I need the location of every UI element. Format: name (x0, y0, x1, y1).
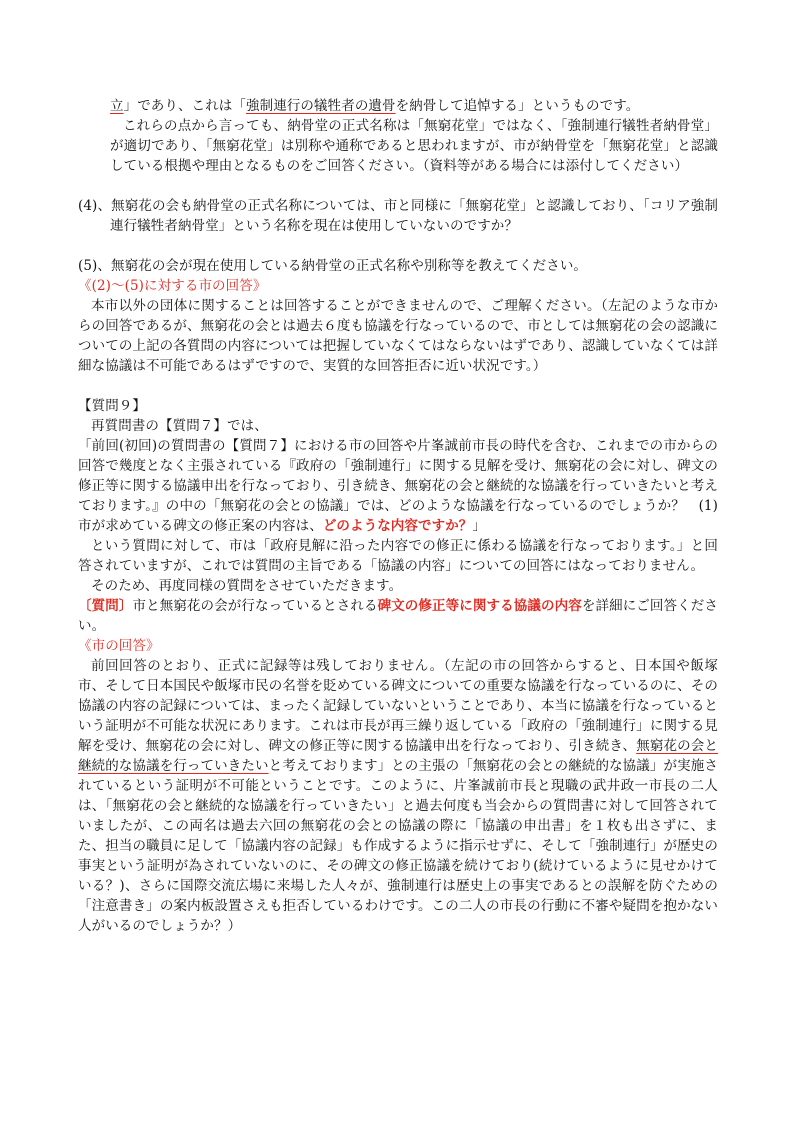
document-page (78, 96, 732, 936)
underlined-text: 立 (110, 98, 124, 114)
question-5: (5)、無窮花の会が現在使用している納骨堂の正式名称や別称等を教えてください。 (78, 258, 588, 274)
text-run: と考えております」との主張の「無窮花の会との継続的な協議」が実施されているという証明が不可能ということです。このように、片峯誠前市長と現職の武井政一市長の二人は、「無窮花の会と継続的な協議を行っていきたい」と過去何度も当会からの質問書に対して回答されていましたが、この両名は過去六回の無窮花の会との協議の際に「協議の申出書」を１枚も出さずに、また、担当の職員に足して「協議内容の記録」も作成するように指示せずに、そして「強制連行」が歴史の事実という証明が為されていないのに、その碑文の修正協議を続けており(続けているように見せかけている？)、さらに国際交流広場に来場した人々が、強制連行は歴史上の事実であるとの誤解を防ぐための「注意書き」の案内板設置さえも拒否しているわけです。この二人の市長の行動に不審や疑問を抱かない人がいるのでしょうか？） (78, 758, 718, 934)
question-9-response: という質問に対して、市は「政府見解に沿った内容での修正に係わる協議を行なっております。」と回答されていますが、これでは質問の主旨である「協議の内容」についての回答にはなっておりません。 (78, 538, 718, 574)
question-9-again: そのため、再度同様の質問をさせていただきます。 (91, 578, 403, 594)
underlined-text: 強制連行の犠牲者の遺骨 (246, 98, 396, 114)
answer-body-9 (78, 656, 718, 936)
text-run: を詳細にご回答ください。 (78, 598, 718, 634)
question-9-intro: 再質問書の【質問７】では、 (91, 418, 268, 434)
text-run: 市と無窮花の会が行なっているとされる (132, 598, 378, 614)
text-run: 「前回(初回)の質問書の【質問７】における市の回答や片峯誠前市長の時代を含む、これまでの市からの回答で幾度となく主張されている『政府の「強制連行」に関する見解を受け、無窮花の会に対し、碑文の修正等に関する協議申出を行なっており、引き続き、無窮花の会と継続的な協議を行っていきたいと考えております。』の中の「無窮花の会との協議」では、どのような協議を行なっているのでしょうか？ (1) 市が求めている碑文の修正案の内容は、 (78, 438, 732, 534)
answer-body-2-5: 本市以外の団体に関することは回答することができませんので、ご理解ください。（左記のような市からの回答であるが、無窮花の会とは過去６度も協議を行なっているので、市としては無窮花の会の認識についての上記の各質問の内容については把握していなくてはならないはずであり、認識していなくては詳細な協議は不可能であるはずですので、実質的な回答拒否に近い状況です。） (78, 298, 718, 374)
answer-heading-9: 《市の回答》 (78, 638, 160, 654)
text-run: 前回回答のとおり、正式に記録等は残しておりません。（左記の市の回答からすると、日本国や飯塚市、そして日本国民や飯塚市民の名誉を貶めている碑文についての重要な協議を行なっているのに、その協議の内容の記録については、まったく記録していないということであり、本当に協議を行なっているという証明が不可能な状況にあります。これは市長が再三繰り返している「政府の「強制連行」に関する見解を受け、無窮花の会に対し、碑文の修正等に関する協議申出を行なっており、引き続き、 (78, 658, 718, 754)
q8-tail-line (78, 96, 718, 116)
question-9-question (78, 596, 718, 636)
text-run: を納骨して追悼する」というものです。 (395, 98, 640, 114)
highlight-text: 碑文の修正等に関する協議の内容 (377, 598, 582, 614)
text-run: 」 (472, 518, 487, 534)
question-9-quote (78, 436, 732, 536)
answer-heading-2-5: 《(2)～(5)に対する市の回答》 (78, 278, 267, 294)
text-run: 」であり、これは「 (123, 98, 247, 114)
highlight-text: どのような内容ですか？ (322, 518, 473, 534)
question-9-heading: 【質問９】 (78, 398, 146, 414)
underlined-text: 無窮花の会と継続的な協議を行っていきたい (78, 738, 718, 774)
question-4: (4)、無窮花の会も納骨堂の正式名称については、市と同様に「無窮花堂」と認識しており、「コリア強制連行犠牲者納骨堂」という名称を現在は使用していないのですか？ (78, 198, 718, 234)
question-label: 〔質問〕 (78, 598, 133, 614)
q8-tail-paragraph: これらの点から言っても、納骨堂の正式名称は「無窮花堂」ではなく、「強制連行犠牲者納骨堂」が適切であり、「無窮花堂」は別称や通称であると思われますが、市が納骨堂を「無窮花堂」と認識している根拠や理由となるものをご回答ください。（資料等がある場合には添付してください） (110, 118, 718, 174)
